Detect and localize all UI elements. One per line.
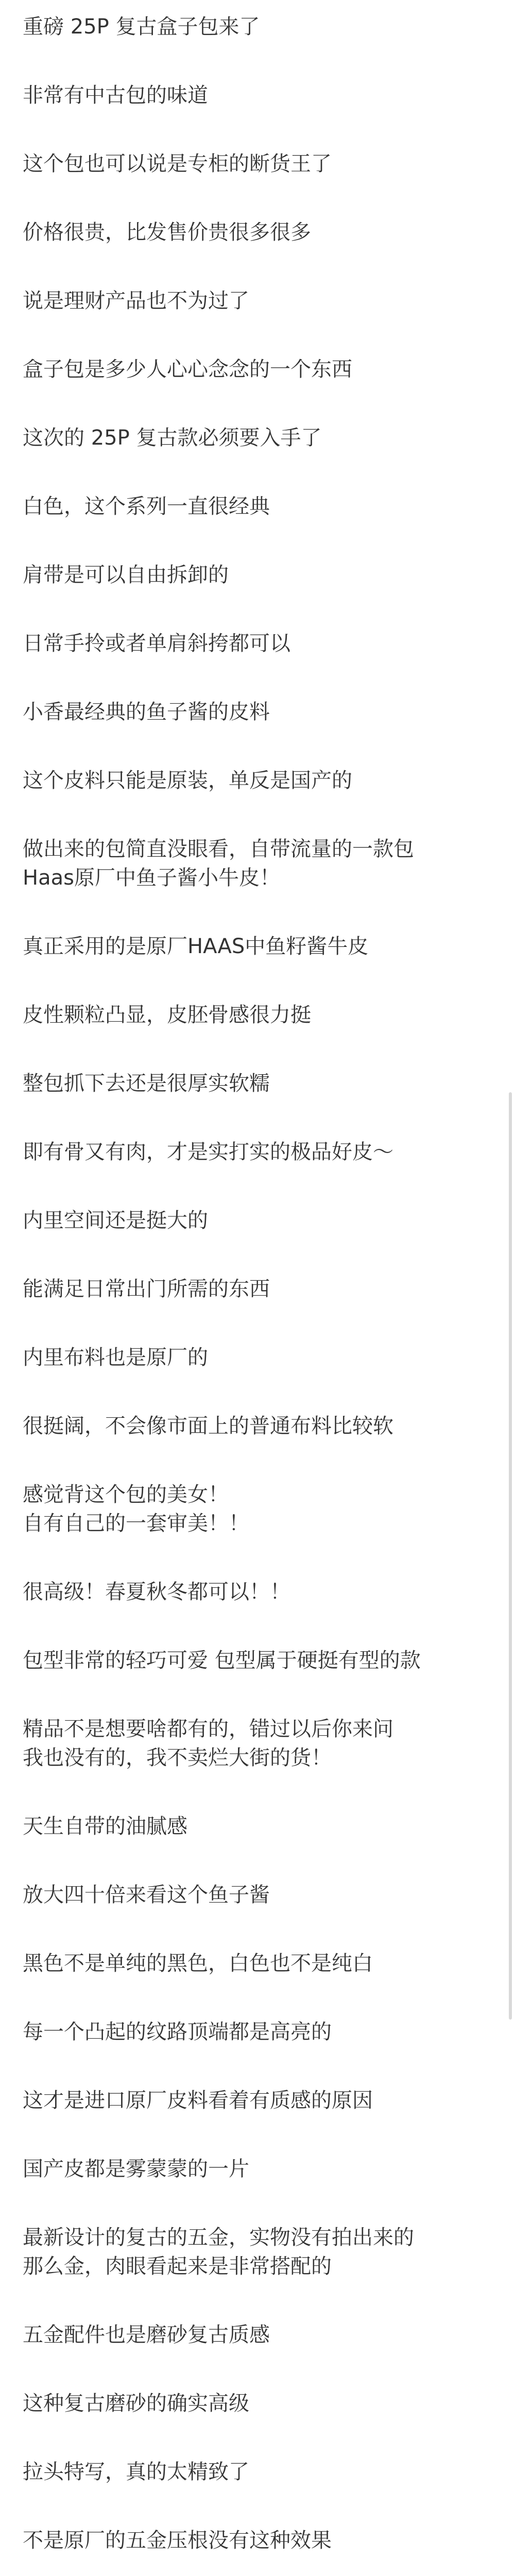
text-line: 精品不是想要啥都有的，错过以后你来问 我也没有的，我不卖烂大街的货！ [23,1717,393,1770]
text-line: 这种复古磨砂的确实高级 [23,2392,249,2415]
text-line: 黑色不是单纯的黑色，白色也不是纯白 [23,1952,373,1975]
text-line: 国产皮都是雾蒙蒙的一片 [23,2157,249,2181]
text-line: 放大四十倍来看这个鱼子酱 [23,1883,270,1907]
text-line: 能满足日常出门所需的东西 [23,1277,270,1301]
text-line: 做出来的包简直没眼看，自带流量的一款包 Haas原厂中鱼子酱小牛皮！ [23,837,414,890]
text-line: 很高级！春夏秋冬都可以！！ [23,1580,290,1604]
text-line: 天生自带的油腻感 [23,1815,187,1838]
text-line: 重磅 25P 复古盒子包来了 [23,15,260,39]
text-line: 这个包也可以说是专柜的断货王了 [23,152,332,176]
text-line: 感觉背这个包的美女！ 自有自己的一套审美！！ [23,1483,249,1535]
text-line: 真正采用的是原厂HAAS中鱼籽酱牛皮 [23,935,369,958]
text-line: 说是理财产品也不为过了 [23,289,249,313]
text-line: 很挺阔，不会像市面上的普通布料比较软 [23,1414,393,1438]
scrollbar[interactable] [507,0,512,2576]
text-line: 即有骨又有肉，才是实打实的极品好皮～ [23,1140,393,1164]
text-line: 这才是进口原厂皮料看着有质感的原因 [23,2089,373,2112]
text-line: 这个皮料只能是原装，单反是国产的 [23,769,352,792]
text-line: 这次的 25P 复古款必须要入手了 [23,426,322,450]
text-line: 拉头特写，真的太精致了 [23,2460,249,2484]
text-line: 皮性颗粒凸显，皮胚骨感很力挺 [23,1003,311,1027]
text-line: 小香最经典的鱼子酱的皮料 [23,700,270,724]
text-line: 五金配件也是磨砂复古质感 [23,2323,270,2347]
text-line: 内里空间还是挺大的 [23,1209,208,1232]
text-line: 价格很贵，比发售价贵很多很多 [23,221,311,244]
text-line: 日常手拎或者单肩斜挎都可以 [23,632,290,655]
scrollbar-thumb[interactable] [509,1092,512,2020]
article-body [23,12,492,2576]
text-line: 白色，这个系列一直很经典 [23,495,270,518]
text-line: 内里布料也是原厂的 [23,1346,208,1369]
text-line: 盒子包是多少人心心念念的一个东西 [23,358,352,381]
text-line: 肩带是可以自由拆卸的 [23,563,229,587]
text-line: 整包抓下去还是很厚实软糯 [23,1072,270,1095]
text-line: 每一个凸起的纹路顶端都是高亮的 [23,2020,332,2044]
text-line: 最新设计的复古的五金，实物没有拍出来的 那么金，肉眼看起来是非常搭配的 [23,2226,414,2278]
text-line: 包型非常的轻巧可爱 包型属于硬挺有型的款 [23,1649,421,1672]
text-line: 非常有中古包的味道 [23,83,208,107]
text-line: 不是原厂的五金压根没有这种效果 [23,2529,332,2552]
